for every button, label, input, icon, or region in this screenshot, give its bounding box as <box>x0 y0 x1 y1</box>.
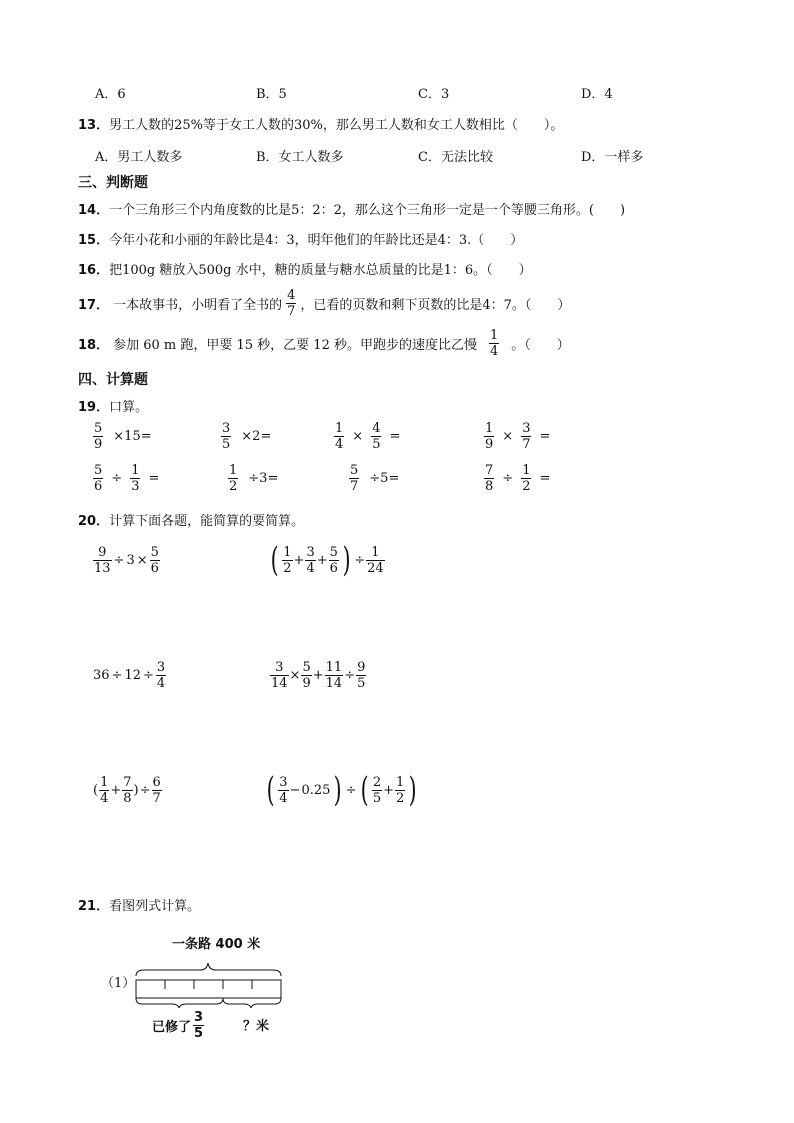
expression-4: $\frac{3}{14}$ × $\frac{5}{9}$ + $\frac{11}{14}$ ÷ $\frac{9}{5}$ <box>271 660 366 691</box>
road-total-label: 一条路 400 米 <box>172 937 261 952</box>
fraction: 1 4 <box>489 328 499 359</box>
expression-2: ( 1 2 + $\frac{3}{4}$ + $\frac{5}{6}$ ) ÷ $\frac{1}{24}$ <box>270 540 384 580</box>
oral-item-1: $\frac{5}{9}$ ×15= <box>94 421 152 452</box>
unknown-length-label: ？米 <box>243 1019 270 1034</box>
expression-5: ( 1 4 + $\frac{7}{8}$ ) ÷ $\frac{6}{7}$ <box>93 775 161 806</box>
question-text: 看图列式计算。 <box>109 899 201 914</box>
question-13 <box>78 114 563 133</box>
q12-option-d[interactable]: D．4 <box>581 87 613 102</box>
oral-item-5: $\frac{5}{6}$ ÷ $\frac{1}{3}$ = <box>94 463 160 494</box>
sub-question-label: （1） <box>101 976 136 991</box>
question-20 <box>78 510 304 529</box>
question-19 <box>78 396 148 415</box>
question-14 <box>78 199 625 218</box>
q13-option-b[interactable]: B．女工人数多 <box>256 150 344 165</box>
question-text-post: ，已看的页数和剩下页数的比是4：7。（ ） <box>300 298 571 313</box>
q12-option-c[interactable]: C．3 <box>418 87 450 102</box>
question-text-pre: 一本故事书，小明看了全书的 <box>113 298 283 313</box>
question-16 <box>78 259 532 278</box>
q12-option-a[interactable]: A．6 <box>95 87 126 102</box>
oral-item-7: $\frac{5}{7}$ ÷5= <box>350 463 400 494</box>
expression-3: 36 ÷ 12 ÷ $\frac{3}{4}$ <box>93 660 166 691</box>
oral-item-4: $\frac{1}{9}$ × $\frac{3}{7}$ = <box>485 421 551 452</box>
oral-item-2: $\frac{3}{5}$ ×2= <box>222 421 272 452</box>
question-number: 14． <box>78 203 110 218</box>
question-number: 20． <box>78 514 110 529</box>
question-number: 13． <box>78 118 110 133</box>
q12-option-b[interactable]: B．5 <box>256 87 287 102</box>
section-heading-judgement: 三、判断题 <box>78 175 148 191</box>
question-number: 17． <box>78 298 110 313</box>
question-text: 一个三角形三个内角度数的比是5：2：2，那么这个三角形一定是一个等腰三角形。( ) <box>109 203 626 218</box>
expression-1: $\frac{9}{13}$ ÷ 3 × $\frac{5}{6}$ <box>94 545 159 576</box>
road-bar <box>136 980 281 998</box>
repaired-label: 已修了 3 5 <box>152 1010 204 1041</box>
question-15 <box>78 229 523 248</box>
road-diagram <box>128 958 293 1008</box>
question-text: 口算。 <box>109 400 149 415</box>
question-number: 15． <box>78 233 110 248</box>
q13-option-d[interactable]: D．一样多 <box>581 150 644 165</box>
fraction: 3 5 <box>194 1010 204 1041</box>
question-number: 19． <box>78 400 110 415</box>
q13-option-a[interactable]: A．男工人数多 <box>95 150 183 165</box>
oral-item-8: $\frac{7}{8}$ ÷ $\frac{1}{2}$ = <box>485 463 551 494</box>
q13-option-c[interactable]: C．无法比较 <box>418 150 493 165</box>
fraction: 4 7 <box>287 288 296 319</box>
question-number: 21． <box>78 899 110 914</box>
section-heading-calculation: 四、计算题 <box>78 372 148 388</box>
question-text: 男工人数的25%等于女工人数的30%，那么男工人数和女工人数相比（ ）。 <box>109 118 564 133</box>
question-21 <box>78 895 200 914</box>
question-18 <box>78 328 570 359</box>
oral-item-6: $\frac{1}{2}$ ÷3= <box>229 463 279 494</box>
question-text: 今年小花和小丽的年龄比是4：3，明年他们的年龄比还是4：3.（ ） <box>109 233 524 248</box>
question-17 <box>78 288 570 319</box>
question-number: 18． <box>78 338 110 353</box>
question-text: 把100g 糖放入500g 水中，糖的质量与糖水总质量的比是1：6。（ ） <box>109 263 532 278</box>
expression-6: ( 3 4 − 0.25 ) ÷ ( 2 5 + $\frac{1}{2}$ ) <box>266 770 417 810</box>
question-number: 16． <box>78 263 110 278</box>
oral-item-3: $\frac{1}{4}$ × $\frac{4}{5}$ = <box>335 421 401 452</box>
question-text-post: 。（ ） <box>511 338 570 353</box>
question-text: 计算下面各题，能简算的要简算。 <box>109 514 305 529</box>
question-text-pre: 参加 60 m 跑，甲要 15 秒，乙要 12 秒。甲跑步的速度比乙慢 <box>113 338 477 353</box>
